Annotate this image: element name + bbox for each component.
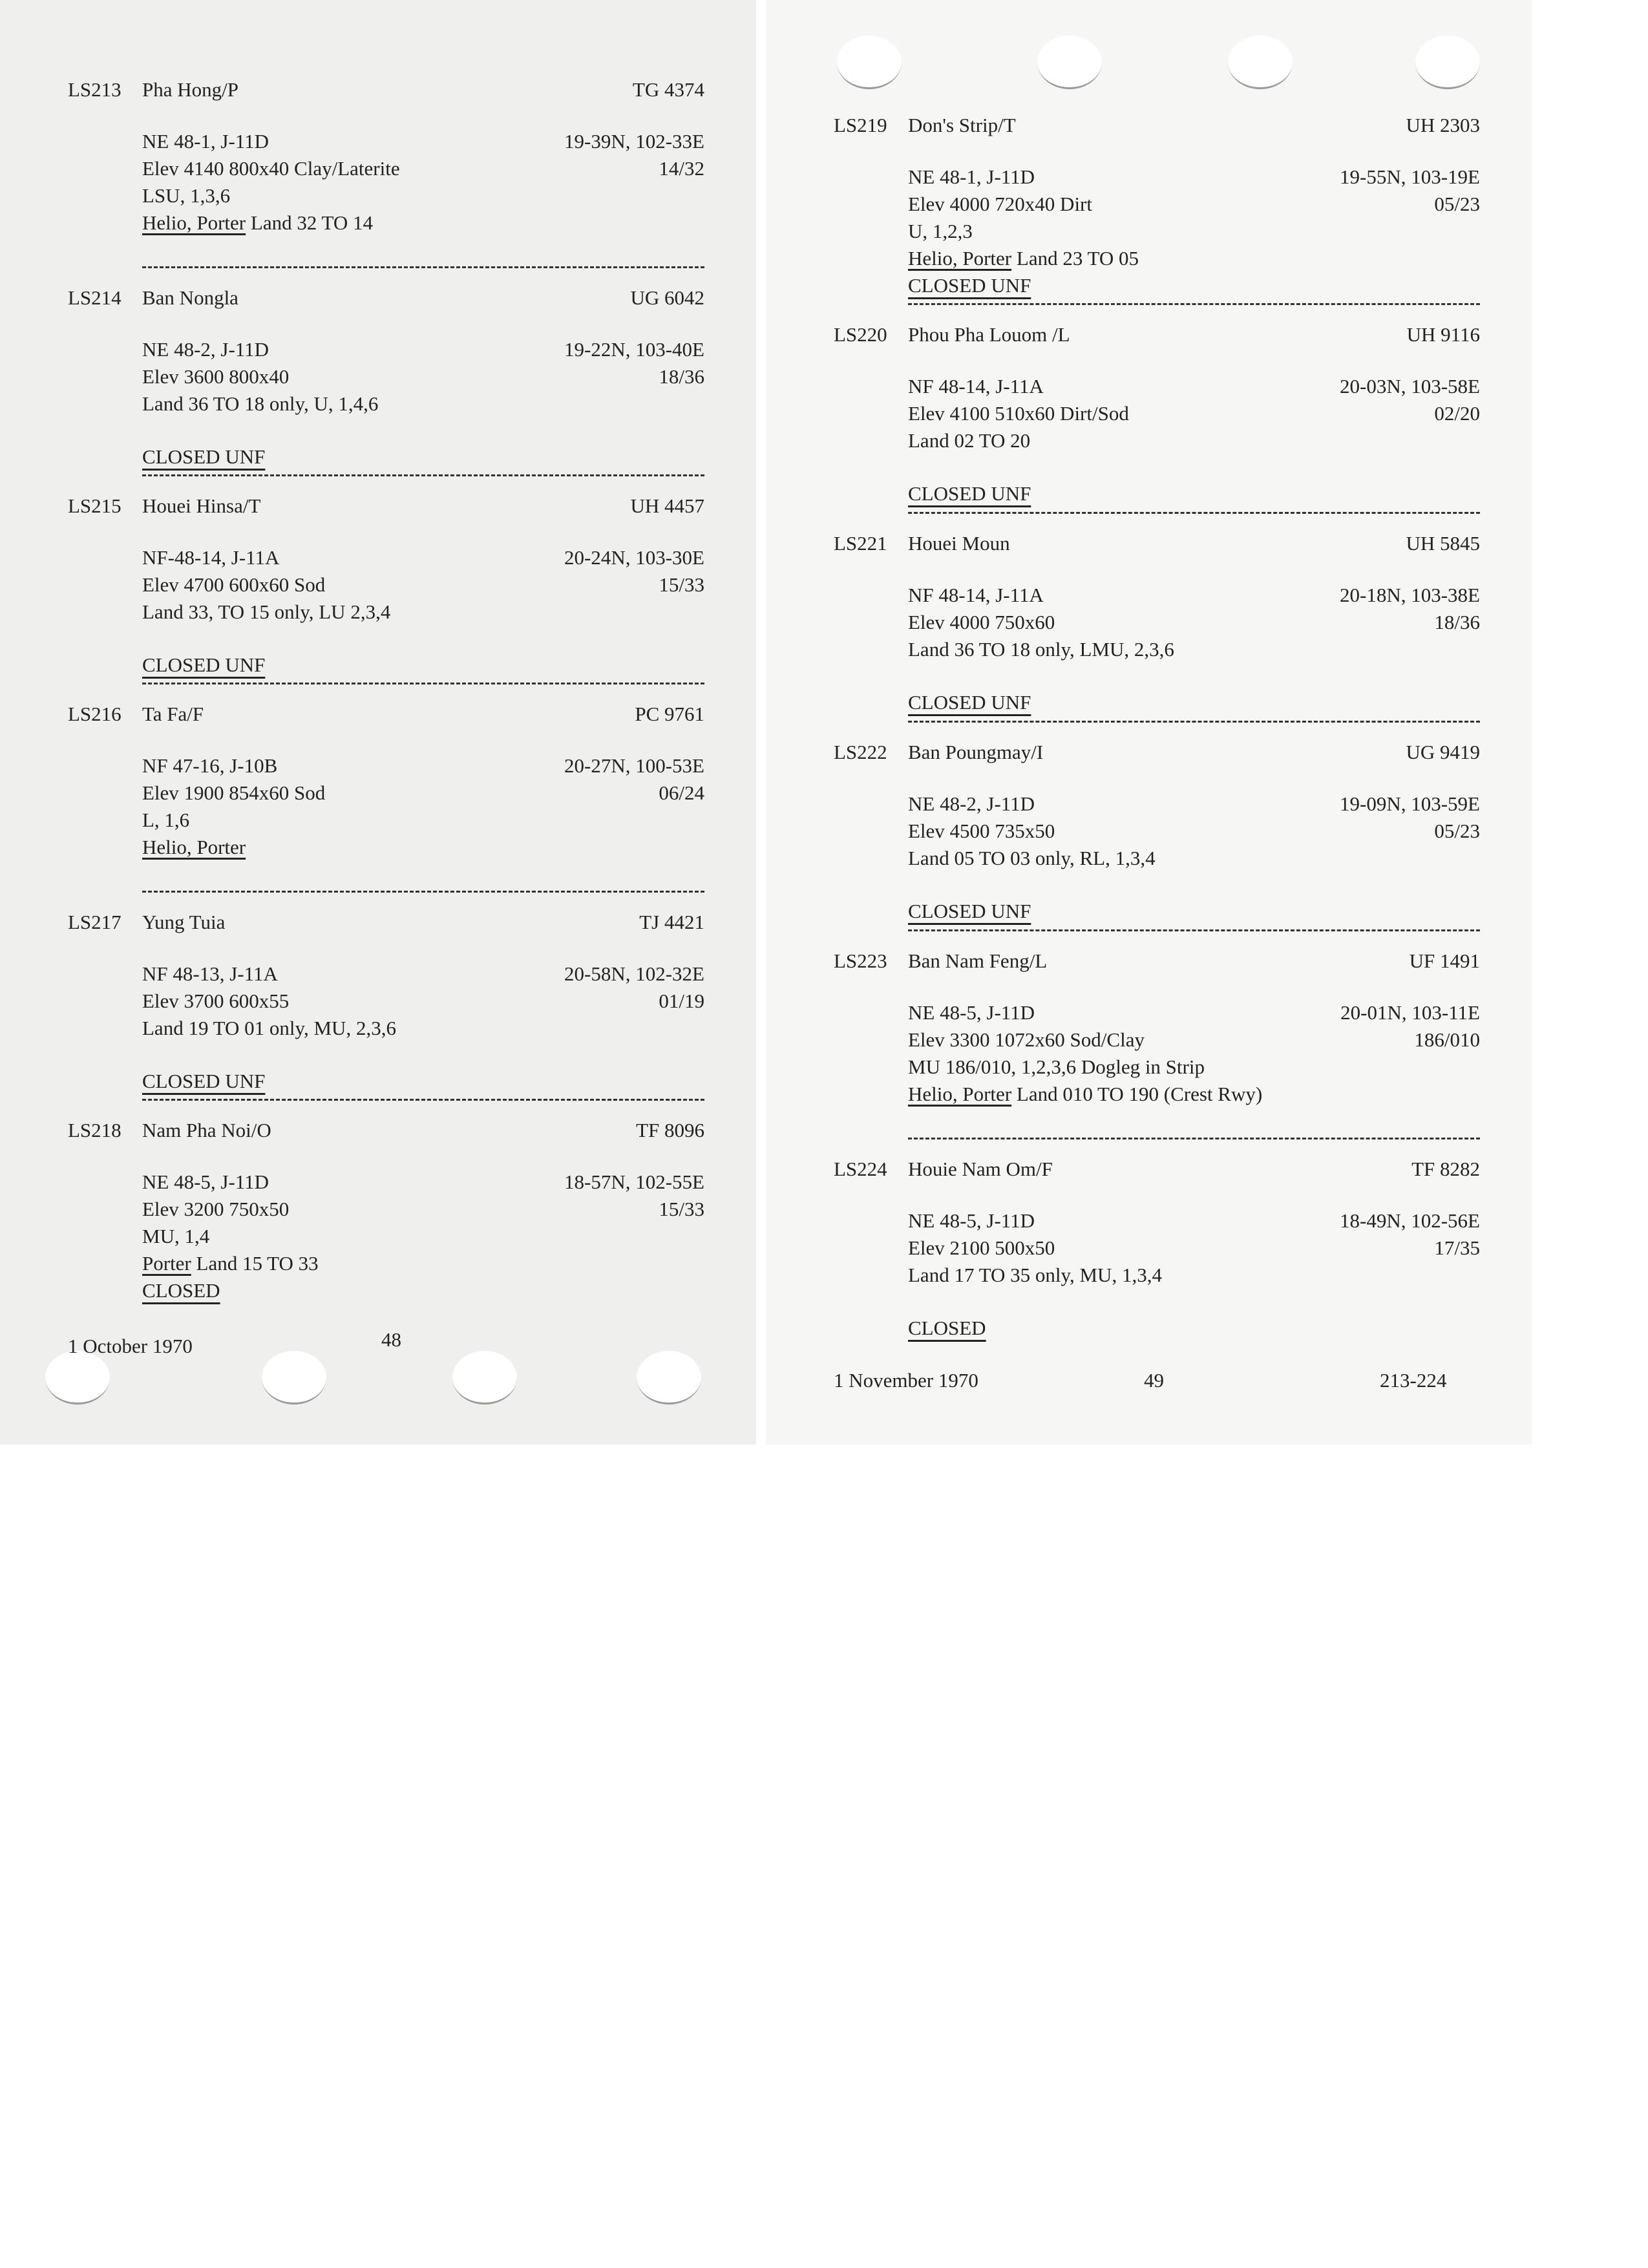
detail-row [68,1196,704,1223]
aircraft-types: Porter [142,1252,191,1275]
separator-line [908,929,1480,931]
coordinate-value: 01/19 [659,990,704,1012]
detail-line-text: Land 02 TO 20 [908,429,1031,452]
strip-id: LS220 [834,323,887,346]
aircraft-types: Helio, Porter [908,1083,1012,1105]
detail-line-text: Elev 3200 750x50 [142,1198,290,1220]
grid-reference: TG 4374 [632,78,704,101]
detail-line-text: Land 36 TO 18 only, LMU, 2,3,6 [908,638,1174,661]
detail-text [908,845,1156,872]
detail-row [68,960,704,988]
strip-id: LS218 [68,1119,121,1141]
aircraft-types: Helio, Porter [908,247,1012,270]
detail-text [908,1207,1035,1235]
detail-row [68,1250,704,1277]
detail-text [908,1054,1205,1081]
binder-hole [1228,36,1293,89]
entry-header [834,112,1480,139]
detail-line-text: Land 33, TO 15 only, LU 2,3,4 [142,600,391,623]
detail-row [68,544,704,571]
closed-status: CLOSED [142,1279,220,1302]
entry-header [834,1156,1480,1183]
coordinate-value: 18/36 [659,365,704,388]
detail-line-text: MU, 1,4 [142,1225,210,1247]
detail-line-text: Elev 3600 800x40 [142,365,290,388]
separator-line [908,512,1480,514]
strip-name: Phou Pha Louom /L [908,323,1070,346]
detail-text [142,390,378,418]
detail-row [68,1223,704,1250]
coordinate-value: 20-58N, 102-32E [564,962,704,985]
detail-text [142,1169,269,1196]
detail-text [908,1081,1262,1108]
coordinate-value: 14/32 [659,157,704,180]
strip-id: LS223 [834,949,887,972]
grid-reference: TF 8096 [636,1119,704,1141]
closed-status: CLOSED UNF [142,653,266,676]
detail-line-text: NE 48-5, J-11D [142,1171,269,1193]
detail-row [68,807,704,834]
detail-text [142,1250,319,1277]
aircraft-types: Helio, Porter [142,836,246,858]
detail-text [142,336,269,363]
detail-row [834,818,1480,845]
strip-id: LS214 [68,286,121,309]
strip-name: Houei Hinsa/T [142,494,261,517]
detail-line-text: NF 48-14, J-11A [908,584,1044,606]
detail-line-text: U, 1,2,3 [908,220,973,242]
detail-text [142,988,289,1015]
closed-status: CLOSED UNF [908,274,1031,297]
detail-line-text: NF 48-14, J-11A [908,375,1044,397]
detail-text [142,752,277,779]
detail-text [142,571,325,599]
detail-line-text: NF-48-14, J-11A [142,546,280,569]
detail-row [834,609,1480,636]
strip-name: Ta Fa/F [142,703,204,725]
right-page-number: 49 [1144,1369,1164,1392]
detail-text [142,1196,289,1223]
detail-row [834,1026,1480,1054]
binder-hole [1415,36,1480,89]
detail-text [142,363,289,390]
detail-row [834,1262,1480,1289]
closed-status: CLOSED UNF [142,445,266,468]
detail-text [908,999,1035,1026]
grid-reference: UH 5845 [1406,532,1480,555]
detail-row [834,845,1480,872]
strip-name: Houei Moun [908,532,1010,555]
grid-reference: UG 9419 [1406,741,1480,763]
grid-reference: UH 4457 [630,494,704,517]
detail-text [908,636,1174,663]
separator-line [142,266,704,268]
detail-line-text: NE 48-1, J-11D [142,130,269,153]
detail-line-text: Elev 4100 510x60 Dirt/Sod [908,402,1129,425]
entry-header [68,909,704,936]
right-footer-range: 213-224 [1380,1369,1447,1392]
right-footer-date: 1 November 1970 [834,1369,978,1392]
detail-row [68,363,704,390]
coordinate-value: 19-22N, 103-40E [564,338,704,361]
coordinate-value: 06/24 [659,781,704,804]
coordinate-value: 19-39N, 102-33E [564,130,704,153]
detail-text [142,834,246,861]
detail-row [68,988,704,1015]
coordinate-value: 20-01N, 103-11E [1340,1001,1480,1024]
detail-line-text: Land 010 TO 190 (Crest Rwy) [1011,1083,1263,1105]
detail-row [68,834,704,861]
coordinate-value: 19-09N, 103-59E [1340,792,1480,815]
detail-text [142,209,373,237]
detail-line-text: NF 47-16, J-10B [142,754,278,777]
entry-header [68,1117,704,1144]
detail-row [68,752,704,779]
detail-text [908,818,1055,845]
strip-name: Yung Tuia [142,911,226,933]
closed-status: CLOSED UNF [908,482,1031,505]
detail-row [834,790,1480,818]
coordinate-value: 18/36 [1434,611,1480,633]
detail-row [834,636,1480,663]
detail-line-text: Land 15 TO 33 [191,1252,319,1275]
grid-reference: UH 9116 [1406,323,1480,346]
detail-row [834,582,1480,609]
detail-line-text: Elev 4700 600x60 Sod [142,573,326,596]
coordinate-value: 18-49N, 102-56E [1340,1209,1480,1232]
detail-line-text: Elev 4000 750x60 [908,611,1055,633]
coordinate-value: 20-27N, 100-53E [564,754,704,777]
grid-reference: PC 9761 [635,703,704,725]
binder-hole [1037,36,1102,89]
detail-text [908,245,1139,272]
grid-reference: UG 6042 [630,286,704,309]
detail-line-text: Elev 4500 735x50 [908,820,1055,842]
detail-line-text: MU 186/010, 1,2,3,6 Dogleg in Strip [908,1055,1205,1078]
grid-reference: TJ 4421 [639,911,704,933]
coordinate-value: 02/20 [1434,402,1480,425]
detail-text [142,128,269,155]
detail-line-text: Elev 2100 500x50 [908,1236,1055,1259]
detail-row [68,128,704,155]
entry-header [68,493,704,520]
detail-line-text: NE 48-2, J-11D [908,792,1035,815]
detail-row [834,218,1480,245]
closed-status: CLOSED UNF [142,1070,266,1092]
detail-row [834,427,1480,454]
coordinate-value: 05/23 [1434,820,1480,842]
closed-status: CLOSED UNF [908,900,1031,922]
entry-header [68,284,704,312]
detail-text [142,807,189,834]
coordinate-value: 17/35 [1434,1236,1480,1259]
detail-text [908,1026,1145,1054]
coordinate-value: 05/23 [1434,193,1480,215]
entry-header [834,321,1480,348]
detail-row [68,182,704,209]
detail-line-text: Land 36 TO 18 only, U, 1,4,6 [142,392,379,415]
entry-header [68,76,704,103]
detail-row [68,390,704,418]
detail-text [908,218,973,245]
closed-status: CLOSED [908,1317,986,1339]
separator-line [142,1099,704,1101]
grid-reference: TF 8282 [1411,1158,1480,1180]
detail-row [834,1054,1480,1081]
coordinate-value: 20-18N, 103-38E [1340,584,1480,606]
detail-line-text: L, 1,6 [142,809,190,831]
detail-text [908,191,1092,218]
detail-line-text: Land 17 TO 35 only, MU, 1,3,4 [908,1264,1162,1286]
detail-row [834,191,1480,218]
detail-text [908,1262,1162,1289]
detail-row [834,373,1480,400]
detail-row [68,336,704,363]
detail-line-text: Elev 3700 600x55 [142,990,290,1012]
detail-row [834,164,1480,191]
strip-id: LS219 [834,114,887,136]
detail-text [142,779,325,807]
strip-id: LS224 [834,1158,887,1180]
coordinate-value: 18-57N, 102-55E [564,1171,704,1193]
detail-row [68,1015,704,1042]
grid-reference: UF 1491 [1409,949,1480,972]
detail-text [142,182,230,209]
detail-text [142,599,390,626]
detail-line-text: Elev 3300 1072x60 Sod/Clay [908,1028,1145,1051]
binder-hole [262,1351,326,1404]
detail-row [834,245,1480,272]
detail-text [908,164,1035,191]
separator-line [142,683,704,684]
binder-hole [452,1351,517,1404]
detail-row [68,571,704,599]
detail-line-text: NE 48-5, J-11D [908,1209,1035,1232]
detail-line-text: NF 48-13, J-11A [142,962,278,985]
strip-id: LS216 [68,703,121,725]
detail-row [834,1235,1480,1262]
detail-line-text: Elev 1900 854x60 Sod [142,781,326,804]
detail-text [908,373,1044,400]
coordinate-value: 20-03N, 103-58E [1340,375,1480,397]
detail-row [68,599,704,626]
strip-id: LS215 [68,494,121,517]
separator-line [142,891,704,893]
detail-text [908,1235,1055,1262]
detail-line-text: Elev 4000 720x40 Dirt [908,193,1092,215]
left-footer-date: 1 October 1970 [68,1335,193,1357]
detail-text [908,582,1044,609]
detail-row [834,400,1480,427]
coordinate-value: 186/010 [1414,1028,1480,1051]
coordinate-value: 15/33 [659,573,704,596]
detail-row [834,1207,1480,1235]
strip-name: Don's Strip/T [908,114,1016,136]
separator-line [908,721,1480,723]
detail-line-text: Land 05 TO 03 only, RL, 1,3,4 [908,847,1156,869]
closed-status: CLOSED UNF [908,691,1031,714]
aircraft-types: Helio, Porter [142,211,246,234]
binder-hole [837,36,902,89]
detail-text [908,400,1129,427]
strip-id: LS222 [834,741,887,763]
strip-name: Nam Pha Noi/O [142,1119,271,1141]
strip-id: LS221 [834,532,887,555]
strip-id: LS217 [68,911,121,933]
detail-row [834,1081,1480,1108]
detail-line-text: Land 19 TO 01 only, MU, 2,3,6 [142,1017,396,1039]
detail-row [68,155,704,182]
detail-line-text: Elev 4140 800x40 Clay/Laterite [142,157,400,180]
coordinate-value: 20-24N, 103-30E [564,546,704,569]
strip-name: Ban Nam Feng/L [908,949,1048,972]
separator-line [908,303,1480,305]
detail-text [142,960,278,988]
detail-text [908,790,1035,818]
entry-header [834,948,1480,975]
detail-text [142,155,400,182]
detail-text [908,609,1055,636]
detail-row [68,779,704,807]
detail-line-text: NE 48-2, J-11D [142,338,269,361]
strip-name: Houie Nam Om/F [908,1158,1053,1180]
coordinate-value: 15/33 [659,1198,704,1220]
coordinate-value: 19-55N, 103-19E [1340,165,1480,188]
detail-line-text: NE 48-1, J-11D [908,165,1035,188]
left-page [0,0,766,1445]
detail-text [142,1223,209,1250]
entry-header [834,739,1480,766]
detail-text [142,544,279,571]
strip-name: Ban Poungmay/I [908,741,1044,763]
entry-header [834,530,1480,557]
strip-id: LS213 [68,78,121,101]
detail-row [68,1169,704,1196]
detail-row [68,209,704,237]
left-page-number: 48 [381,1328,401,1351]
entry-header [68,701,704,728]
strip-name: Ban Nongla [142,286,238,309]
strip-name: Pha Hong/P [142,78,238,101]
detail-row [834,999,1480,1026]
detail-line-text: Land 32 TO 14 [246,211,374,234]
detail-text [908,427,1030,454]
detail-text [142,1015,396,1042]
separator-line [142,474,704,476]
detail-line-text: LSU, 1,3,6 [142,184,231,207]
detail-line-text: Land 23 TO 05 [1011,247,1139,270]
grid-reference: UH 2303 [1406,114,1480,136]
binder-hole [637,1351,701,1404]
detail-line-text: NE 48-5, J-11D [908,1001,1035,1024]
right-page [766,0,1532,1445]
separator-line [908,1138,1480,1139]
